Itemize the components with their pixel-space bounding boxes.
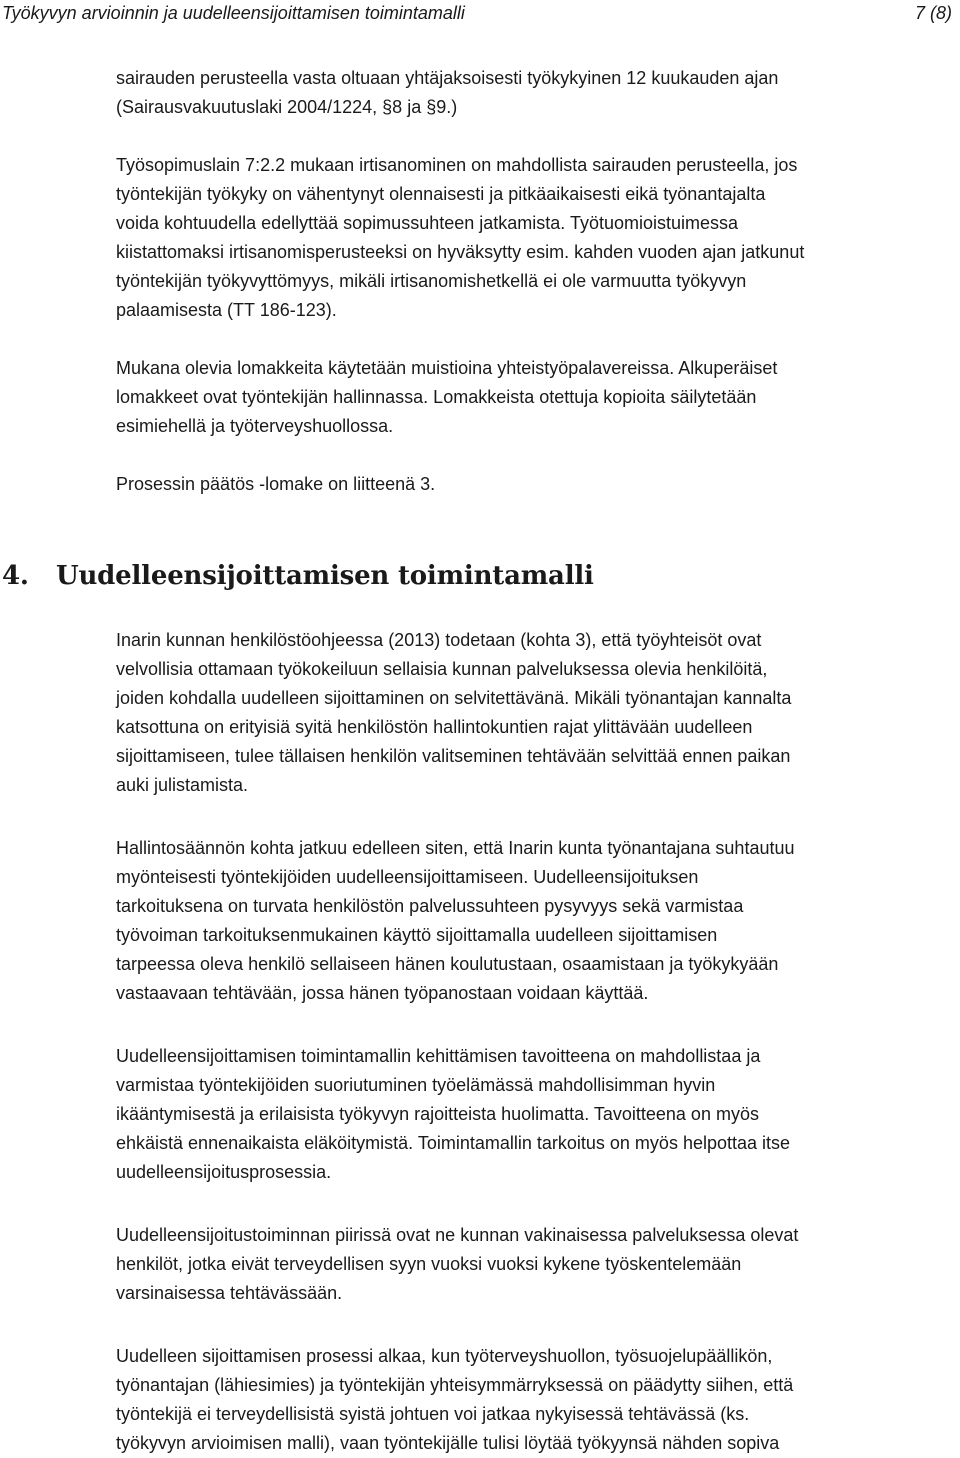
section-number: 4. [2,561,29,591]
section-content [116,626,946,1458]
text-line: Hallintosäännön kohta jatkuu edelleen siten, että Inarin kunta työnantajana suhtautuu [116,838,795,858]
text-line: työkyvyn arvioimisen malli), vaan työntekijälle tulisi löytää työkyynsä nähden sopiva [116,1433,780,1453]
paragraph [116,470,936,499]
section-title: Uudelleensijoittamisen toimintamalli [56,561,594,591]
text-line: työnantajan (lähiesimies) ja työntekijän yhteisymmärryksessä on päädytty siihen, että [116,1375,794,1395]
text-line: tarkoituksena on turvata henkilöstön palvelussuhteen pysyvyys sekä varmistaa [116,896,744,916]
text-line: kiistattomaksi irtisanomisperusteeksi on hyväksytty esim. kahden vuoden ajan jatkunut [116,242,805,262]
text-line: esimiehellä ja työterveyshuollossa. [116,416,394,436]
text-line: uudelleensijoitusprosessia. [116,1162,332,1182]
paragraph [116,1221,946,1308]
text-line: Prosessin päätös -lomake on liitteenä 3. [116,474,436,494]
section-heading [0,556,960,596]
text-line: vastaavaan tehtävään, jossa hänen työpanostaan voidaan käyttää. [116,983,649,1003]
paragraph [116,354,936,441]
text-line: varmistaa työntekijöiden suoriutuminen työelämässä mahdollisimman hyvin [116,1075,716,1095]
text-line: sairauden perusteella vasta oltuaan yhtäjaksoisesti työkykyinen 12 kuukauden ajan [116,68,779,88]
text-line: auki julistamista. [116,775,249,795]
text-line: ikääntymisestä ja erilaisista työkyvyn rajoitteista huolimatta. Tavoitteena on myös [116,1104,759,1124]
intro-content [116,64,936,499]
text-line: lomakkeet ovat työntekijän hallinnassa. Lomakkeista otettuja kopioita säilytetään [116,387,757,407]
text-line: velvollisia ottamaan työkokeiluun sellaisia kunnan palveluksessa olevia henkilöitä, [116,659,768,679]
page-number: 7 (8) [914,3,952,23]
paragraph [116,64,936,122]
text-line: työntekijä ei terveydellisistä syistä johtuen voi jatkaa nykyisessä tehtävässä (ks. [116,1404,750,1424]
text-line: katsottuna on erityisiä syitä henkilöstön hallintokuntien rajat ylittävään uudelleen [116,717,753,737]
text-line: ehkäistä ennenaikaista eläköitymistä. Toimintamallin tarkoitus on myös helpottaa itse [116,1133,791,1153]
paragraph [116,1042,946,1187]
paragraph [116,151,936,325]
text-line: varsinaisessa tehtävässään. [116,1283,343,1303]
text-line: työvoiman tarkoituksenmukainen käyttö sijoittamalla uudelleen sijoittamisen [116,925,718,945]
text-line: myönteisesti työntekijöiden uudelleensijoittamiseen. Uudelleensijoituksen [116,867,699,887]
paragraph [116,626,946,800]
text-line: sijoittamiseen, tulee tällaisen henkilön valitseminen tehtävään selvittää ennen paikan [116,746,791,766]
text-line: työntekijän työkyvyttömyys, mikäli irtisanomishetkellä ei ole varmuutta työkyvyn [116,271,747,291]
text-line: henkilöt, jotka eivät terveydellisen syyn vuoksi vuoksi kykene työskentelemään [116,1254,742,1274]
text-line: Uudelleen sijoittamisen prosessi alkaa, kun työterveyshuollon, työsuojelupäällikön, [116,1346,773,1366]
text-line: palaamisesta (TT 186-123). [116,300,337,320]
text-line: Inarin kunnan henkilöstöohjeessa (2013) todetaan (kohta 3), että työyhteisöt ovat [116,630,762,650]
text-line: Uudelleensijoitustoiminnan piirissä ovat ne kunnan vakinaisessa palveluksessa olevat [116,1225,799,1245]
paragraph [116,834,946,1008]
page-header [0,0,960,30]
text-line: Mukana olevia lomakkeita käytetään muistioina yhteistyöpalavereissa. Alkuperäiset [116,358,778,378]
text-line: joiden kohdalla uudelleen sijoittaminen on selvitettävänä. Mikäli työnantajan kannalta [116,688,792,708]
text-line: voida kohtuudella edellyttää sopimussuhteen jatkamista. Työtuomioistuimessa [116,213,739,233]
text-line: (Sairausvakuutuslaki 2004/1224, §8 ja §9.) [116,97,458,117]
text-line: Työsopimuslain 7:2.2 mukaan irtisanominen on mahdollista sairauden perusteella, jos [116,155,798,175]
text-line: työntekijän työkyky on vähentynyt olennaisesti ja pitkäaikaisesti eikä työnantajalta [116,184,766,204]
text-line: tarpeessa oleva henkilö sellaiseen hänen koulutustaan, osaamistaan ja työkykyään [116,954,779,974]
document-title: Työkyvyn arvioinnin ja uudelleensijoittamisen toimintamalli [2,3,465,23]
paragraph [116,1342,946,1458]
text-line: Uudelleensijoittamisen toimintamallin kehittämisen tavoitteena on mahdollistaa ja [116,1046,761,1066]
